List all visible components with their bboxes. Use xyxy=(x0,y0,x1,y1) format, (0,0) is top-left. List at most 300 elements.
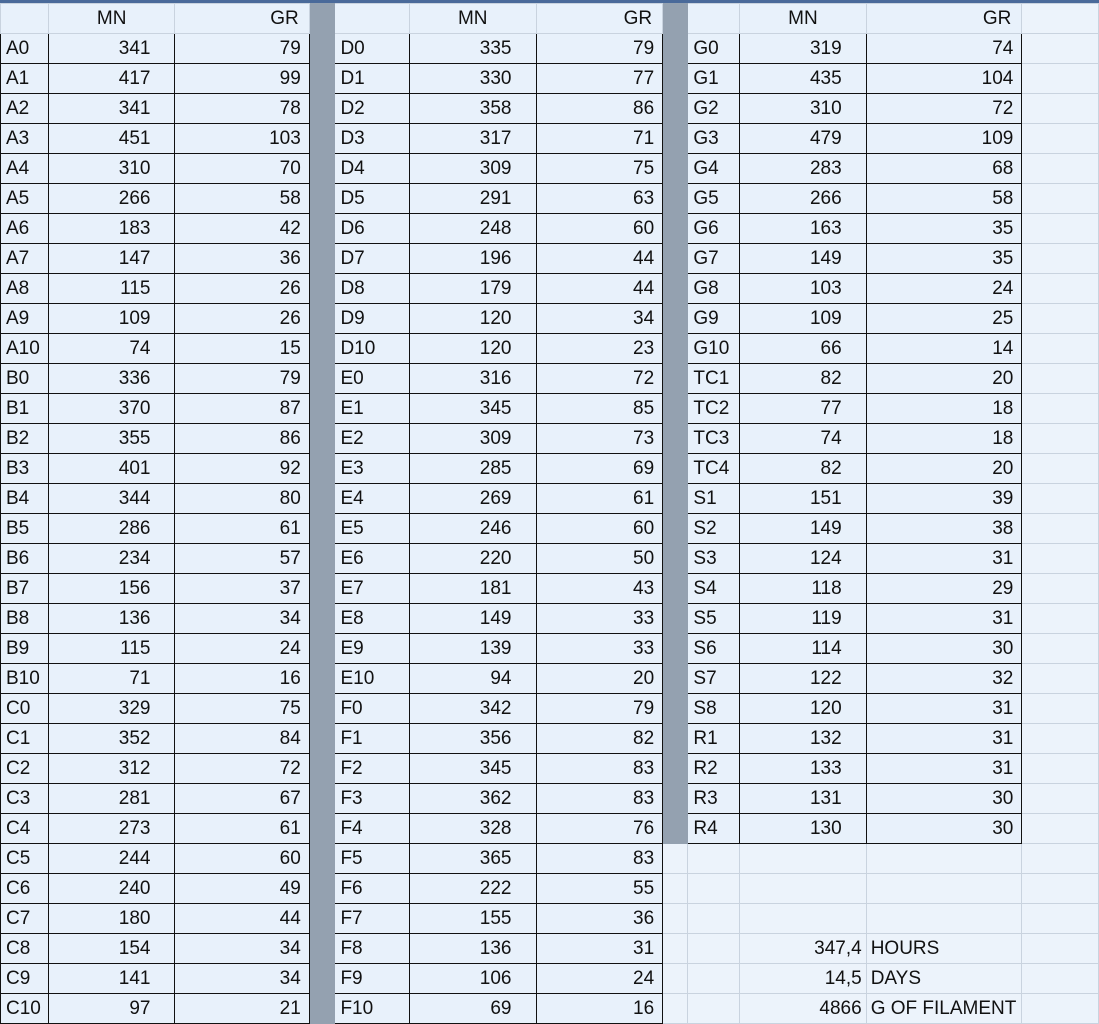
empty-cell[interactable] xyxy=(1022,844,1099,874)
minutes-cell[interactable]: 149 xyxy=(740,244,867,274)
minutes-cell[interactable]: 122 xyxy=(740,664,867,694)
grams-cell[interactable]: 20 xyxy=(866,454,1022,484)
minutes-cell[interactable]: 344 xyxy=(48,484,175,514)
minutes-cell[interactable]: 120 xyxy=(409,304,536,334)
grams-cell[interactable]: 103 xyxy=(175,124,309,154)
minutes-cell[interactable]: 114 xyxy=(740,634,867,664)
grams-cell[interactable]: 35 xyxy=(866,214,1022,244)
part-label-cell[interactable]: E7 xyxy=(335,574,409,604)
grams-cell[interactable]: 16 xyxy=(175,664,309,694)
minutes-cell[interactable]: 244 xyxy=(48,844,175,874)
minutes-cell[interactable]: 115 xyxy=(48,274,175,304)
empty-cell[interactable] xyxy=(1022,634,1099,664)
minutes-cell[interactable]: 341 xyxy=(48,34,175,64)
empty-cell[interactable] xyxy=(1022,364,1099,394)
part-label-cell[interactable]: A9 xyxy=(1,304,49,334)
grams-cell[interactable]: 18 xyxy=(866,424,1022,454)
minutes-cell[interactable]: 401 xyxy=(48,454,175,484)
part-label-cell[interactable]: D5 xyxy=(335,184,409,214)
grams-cell[interactable]: 75 xyxy=(536,154,663,184)
part-label-cell[interactable]: B2 xyxy=(1,424,49,454)
grams-cell[interactable]: 80 xyxy=(175,484,309,514)
minutes-cell[interactable]: 196 xyxy=(409,244,536,274)
empty-cell[interactable] xyxy=(688,844,740,874)
grams-cell[interactable]: 35 xyxy=(866,244,1022,274)
part-label-cell[interactable]: F10 xyxy=(335,994,409,1024)
part-label-cell[interactable]: G0 xyxy=(688,34,740,64)
part-label-cell[interactable]: G1 xyxy=(688,64,740,94)
minutes-cell[interactable]: 222 xyxy=(409,874,536,904)
part-label-cell[interactable]: TC1 xyxy=(688,364,740,394)
grams-cell[interactable]: 55 xyxy=(536,874,663,904)
empty-cell[interactable] xyxy=(688,874,740,904)
part-label-cell[interactable]: E2 xyxy=(335,424,409,454)
part-label-cell[interactable]: C0 xyxy=(1,694,49,724)
header-gr[interactable]: GR xyxy=(175,4,309,34)
minutes-cell[interactable]: 352 xyxy=(48,724,175,754)
minutes-cell[interactable]: 329 xyxy=(48,694,175,724)
grams-cell[interactable]: 18 xyxy=(866,394,1022,424)
summary-value[interactable]: 14,5 xyxy=(740,964,867,994)
grams-cell[interactable]: 82 xyxy=(536,724,663,754)
minutes-cell[interactable]: 149 xyxy=(740,514,867,544)
minutes-cell[interactable]: 136 xyxy=(409,934,536,964)
grams-cell[interactable]: 61 xyxy=(536,484,663,514)
grams-cell[interactable]: 25 xyxy=(866,304,1022,334)
part-label-cell[interactable]: B7 xyxy=(1,574,49,604)
part-label-cell[interactable]: S1 xyxy=(688,484,740,514)
empty-cell[interactable] xyxy=(1022,274,1099,304)
part-label-cell[interactable]: D0 xyxy=(335,34,409,64)
grams-cell[interactable]: 109 xyxy=(866,124,1022,154)
minutes-cell[interactable]: 309 xyxy=(409,424,536,454)
grams-cell[interactable]: 86 xyxy=(536,94,663,124)
minutes-cell[interactable]: 103 xyxy=(740,274,867,304)
empty-cell[interactable] xyxy=(1022,514,1099,544)
part-label-cell[interactable]: G2 xyxy=(688,94,740,124)
empty-cell[interactable] xyxy=(1022,394,1099,424)
part-label-cell[interactable]: S4 xyxy=(688,574,740,604)
minutes-cell[interactable]: 269 xyxy=(409,484,536,514)
minutes-cell[interactable]: 283 xyxy=(740,154,867,184)
minutes-cell[interactable]: 71 xyxy=(48,664,175,694)
minutes-cell[interactable]: 309 xyxy=(409,154,536,184)
part-label-cell[interactable]: F9 xyxy=(335,964,409,994)
part-label-cell[interactable]: F6 xyxy=(335,874,409,904)
part-label-cell[interactable]: G5 xyxy=(688,184,740,214)
grams-cell[interactable]: 60 xyxy=(175,844,309,874)
minutes-cell[interactable]: 74 xyxy=(740,424,867,454)
grams-cell[interactable]: 20 xyxy=(536,664,663,694)
grams-cell[interactable]: 83 xyxy=(536,844,663,874)
grams-cell[interactable]: 30 xyxy=(866,784,1022,814)
minutes-cell[interactable]: 151 xyxy=(740,484,867,514)
empty-cell[interactable] xyxy=(1022,814,1099,844)
minutes-cell[interactable]: 141 xyxy=(48,964,175,994)
empty-cell[interactable] xyxy=(688,904,740,934)
minutes-cell[interactable]: 181 xyxy=(409,574,536,604)
part-label-cell[interactable]: A6 xyxy=(1,214,49,244)
grams-cell[interactable]: 79 xyxy=(175,364,309,394)
header-cell-blank[interactable] xyxy=(688,4,740,34)
grams-cell[interactable]: 76 xyxy=(536,814,663,844)
grams-cell[interactable]: 61 xyxy=(175,814,309,844)
grams-cell[interactable]: 44 xyxy=(536,244,663,274)
grams-cell[interactable]: 34 xyxy=(175,964,309,994)
part-label-cell[interactable]: C2 xyxy=(1,754,49,784)
empty-cell[interactable] xyxy=(740,904,867,934)
empty-cell[interactable] xyxy=(1022,124,1099,154)
empty-cell[interactable] xyxy=(688,994,740,1024)
minutes-cell[interactable]: 345 xyxy=(409,394,536,424)
part-label-cell[interactable]: F8 xyxy=(335,934,409,964)
grams-cell[interactable]: 63 xyxy=(536,184,663,214)
minutes-cell[interactable]: 281 xyxy=(48,784,175,814)
minutes-cell[interactable]: 69 xyxy=(409,994,536,1024)
minutes-cell[interactable]: 310 xyxy=(48,154,175,184)
empty-cell[interactable] xyxy=(1022,334,1099,364)
minutes-cell[interactable]: 479 xyxy=(740,124,867,154)
grams-cell[interactable]: 75 xyxy=(175,694,309,724)
empty-cell[interactable] xyxy=(1022,784,1099,814)
part-label-cell[interactable]: B6 xyxy=(1,544,49,574)
part-label-cell[interactable]: TC2 xyxy=(688,394,740,424)
minutes-cell[interactable]: 312 xyxy=(48,754,175,784)
minutes-cell[interactable]: 77 xyxy=(740,394,867,424)
grams-cell[interactable]: 33 xyxy=(536,634,663,664)
empty-cell[interactable] xyxy=(866,874,1022,904)
minutes-cell[interactable]: 115 xyxy=(48,634,175,664)
empty-cell[interactable] xyxy=(740,844,867,874)
part-label-cell[interactable]: TC4 xyxy=(688,454,740,484)
minutes-cell[interactable]: 286 xyxy=(48,514,175,544)
minutes-cell[interactable]: 220 xyxy=(409,544,536,574)
empty-cell[interactable] xyxy=(1022,184,1099,214)
minutes-cell[interactable]: 356 xyxy=(409,724,536,754)
minutes-cell[interactable]: 120 xyxy=(409,334,536,364)
grams-cell[interactable]: 31 xyxy=(866,724,1022,754)
minutes-cell[interactable]: 342 xyxy=(409,694,536,724)
part-label-cell[interactable]: A0 xyxy=(1,34,49,64)
grams-cell[interactable]: 58 xyxy=(866,184,1022,214)
part-label-cell[interactable]: C10 xyxy=(1,994,49,1024)
grams-cell[interactable]: 85 xyxy=(536,394,663,424)
minutes-cell[interactable]: 180 xyxy=(48,904,175,934)
minutes-cell[interactable]: 132 xyxy=(740,724,867,754)
minutes-cell[interactable]: 130 xyxy=(740,814,867,844)
grams-cell[interactable]: 42 xyxy=(175,214,309,244)
part-label-cell[interactable]: R3 xyxy=(688,784,740,814)
part-label-cell[interactable]: F2 xyxy=(335,754,409,784)
grams-cell[interactable]: 26 xyxy=(175,274,309,304)
header-gr[interactable]: GR xyxy=(536,4,663,34)
grams-cell[interactable]: 34 xyxy=(536,304,663,334)
minutes-cell[interactable]: 133 xyxy=(740,754,867,784)
grams-cell[interactable]: 23 xyxy=(536,334,663,364)
empty-cell[interactable] xyxy=(1022,934,1099,964)
minutes-cell[interactable]: 417 xyxy=(48,64,175,94)
part-label-cell[interactable]: B0 xyxy=(1,364,49,394)
minutes-cell[interactable]: 155 xyxy=(409,904,536,934)
summary-label[interactable]: HOURS xyxy=(866,934,1022,964)
grams-cell[interactable]: 14 xyxy=(866,334,1022,364)
minutes-cell[interactable]: 248 xyxy=(409,214,536,244)
minutes-cell[interactable]: 365 xyxy=(409,844,536,874)
empty-cell[interactable] xyxy=(740,874,867,904)
empty-cell[interactable] xyxy=(1022,214,1099,244)
empty-cell[interactable] xyxy=(1022,874,1099,904)
part-label-cell[interactable]: E9 xyxy=(335,634,409,664)
grams-cell[interactable]: 32 xyxy=(866,664,1022,694)
minutes-cell[interactable]: 136 xyxy=(48,604,175,634)
empty-cell[interactable] xyxy=(1022,4,1099,34)
empty-cell[interactable] xyxy=(1022,94,1099,124)
grams-cell[interactable]: 92 xyxy=(175,454,309,484)
minutes-cell[interactable]: 66 xyxy=(740,334,867,364)
part-label-cell[interactable]: TC3 xyxy=(688,424,740,454)
part-label-cell[interactable]: A4 xyxy=(1,154,49,184)
part-label-cell[interactable]: E4 xyxy=(335,484,409,514)
part-label-cell[interactable]: A3 xyxy=(1,124,49,154)
minutes-cell[interactable]: 335 xyxy=(409,34,536,64)
grams-cell[interactable]: 72 xyxy=(536,364,663,394)
part-label-cell[interactable]: A10 xyxy=(1,334,49,364)
grams-cell[interactable]: 16 xyxy=(536,994,663,1024)
grams-cell[interactable]: 58 xyxy=(175,184,309,214)
summary-label[interactable]: DAYS xyxy=(866,964,1022,994)
minutes-cell[interactable]: 149 xyxy=(409,604,536,634)
grams-cell[interactable]: 67 xyxy=(175,784,309,814)
grams-cell[interactable]: 30 xyxy=(866,814,1022,844)
grams-cell[interactable]: 84 xyxy=(175,724,309,754)
part-label-cell[interactable]: E8 xyxy=(335,604,409,634)
part-label-cell[interactable]: B9 xyxy=(1,634,49,664)
grams-cell[interactable]: 37 xyxy=(175,574,309,604)
minutes-cell[interactable]: 355 xyxy=(48,424,175,454)
grams-cell[interactable]: 68 xyxy=(866,154,1022,184)
part-label-cell[interactable]: C6 xyxy=(1,874,49,904)
grams-cell[interactable]: 38 xyxy=(866,514,1022,544)
part-label-cell[interactable]: G7 xyxy=(688,244,740,274)
grams-cell[interactable]: 74 xyxy=(866,34,1022,64)
grams-cell[interactable]: 29 xyxy=(866,574,1022,604)
empty-cell[interactable] xyxy=(1022,604,1099,634)
grams-cell[interactable]: 31 xyxy=(866,754,1022,784)
part-label-cell[interactable]: G8 xyxy=(688,274,740,304)
minutes-cell[interactable]: 120 xyxy=(740,694,867,724)
grams-cell[interactable]: 44 xyxy=(175,904,309,934)
part-label-cell[interactable]: G9 xyxy=(688,304,740,334)
grams-cell[interactable]: 79 xyxy=(536,694,663,724)
part-label-cell[interactable]: S8 xyxy=(688,694,740,724)
header-cell-blank[interactable] xyxy=(1,4,49,34)
grams-cell[interactable]: 86 xyxy=(175,424,309,454)
part-label-cell[interactable]: A2 xyxy=(1,94,49,124)
minutes-cell[interactable]: 435 xyxy=(740,64,867,94)
part-label-cell[interactable]: A8 xyxy=(1,274,49,304)
empty-cell[interactable] xyxy=(866,844,1022,874)
summary-value[interactable]: 347,4 xyxy=(740,934,867,964)
part-label-cell[interactable]: F0 xyxy=(335,694,409,724)
grams-cell[interactable]: 43 xyxy=(536,574,663,604)
part-label-cell[interactable]: F1 xyxy=(335,724,409,754)
minutes-cell[interactable]: 183 xyxy=(48,214,175,244)
minutes-cell[interactable]: 362 xyxy=(409,784,536,814)
empty-cell[interactable] xyxy=(688,964,740,994)
empty-cell[interactable] xyxy=(1022,304,1099,334)
minutes-cell[interactable]: 317 xyxy=(409,124,536,154)
part-label-cell[interactable]: C1 xyxy=(1,724,49,754)
minutes-cell[interactable]: 119 xyxy=(740,604,867,634)
empty-cell[interactable] xyxy=(1022,664,1099,694)
part-label-cell[interactable]: S2 xyxy=(688,514,740,544)
header-mn[interactable]: MN xyxy=(409,4,536,34)
part-label-cell[interactable]: C7 xyxy=(1,904,49,934)
grams-cell[interactable]: 83 xyxy=(536,784,663,814)
minutes-cell[interactable]: 131 xyxy=(740,784,867,814)
minutes-cell[interactable]: 179 xyxy=(409,274,536,304)
grams-cell[interactable]: 36 xyxy=(175,244,309,274)
grams-cell[interactable]: 87 xyxy=(175,394,309,424)
header-gr[interactable]: GR xyxy=(866,4,1022,34)
part-label-cell[interactable]: R4 xyxy=(688,814,740,844)
grams-cell[interactable]: 15 xyxy=(175,334,309,364)
grams-cell[interactable]: 79 xyxy=(536,34,663,64)
part-label-cell[interactable]: D2 xyxy=(335,94,409,124)
empty-cell[interactable] xyxy=(1022,754,1099,784)
minutes-cell[interactable]: 291 xyxy=(409,184,536,214)
grams-cell[interactable]: 31 xyxy=(536,934,663,964)
part-label-cell[interactable]: S6 xyxy=(688,634,740,664)
part-label-cell[interactable]: F3 xyxy=(335,784,409,814)
minutes-cell[interactable]: 240 xyxy=(48,874,175,904)
grams-cell[interactable]: 30 xyxy=(866,634,1022,664)
minutes-cell[interactable]: 330 xyxy=(409,64,536,94)
minutes-cell[interactable]: 316 xyxy=(409,364,536,394)
part-label-cell[interactable]: S3 xyxy=(688,544,740,574)
minutes-cell[interactable]: 451 xyxy=(48,124,175,154)
empty-cell[interactable] xyxy=(1022,484,1099,514)
part-label-cell[interactable]: G3 xyxy=(688,124,740,154)
minutes-cell[interactable]: 82 xyxy=(740,364,867,394)
grams-cell[interactable]: 70 xyxy=(175,154,309,184)
minutes-cell[interactable]: 336 xyxy=(48,364,175,394)
empty-cell[interactable] xyxy=(688,934,740,964)
part-label-cell[interactable]: B5 xyxy=(1,514,49,544)
part-label-cell[interactable]: F7 xyxy=(335,904,409,934)
part-label-cell[interactable]: R2 xyxy=(688,754,740,784)
part-label-cell[interactable]: S7 xyxy=(688,664,740,694)
part-label-cell[interactable]: C5 xyxy=(1,844,49,874)
grams-cell[interactable]: 36 xyxy=(536,904,663,934)
part-label-cell[interactable]: D6 xyxy=(335,214,409,244)
summary-label[interactable]: G OF FILAMENT xyxy=(866,994,1022,1024)
part-label-cell[interactable]: S5 xyxy=(688,604,740,634)
grams-cell[interactable]: 73 xyxy=(536,424,663,454)
minutes-cell[interactable]: 246 xyxy=(409,514,536,544)
part-label-cell[interactable]: F4 xyxy=(335,814,409,844)
part-label-cell[interactable]: D4 xyxy=(335,154,409,184)
empty-cell[interactable] xyxy=(1022,34,1099,64)
empty-cell[interactable] xyxy=(1022,64,1099,94)
empty-cell[interactable] xyxy=(1022,724,1099,754)
grams-cell[interactable]: 72 xyxy=(175,754,309,784)
part-label-cell[interactable]: B1 xyxy=(1,394,49,424)
minutes-cell[interactable]: 109 xyxy=(740,304,867,334)
empty-cell[interactable] xyxy=(866,904,1022,934)
minutes-cell[interactable]: 328 xyxy=(409,814,536,844)
grams-cell[interactable]: 99 xyxy=(175,64,309,94)
grams-cell[interactable]: 71 xyxy=(536,124,663,154)
part-label-cell[interactable]: D1 xyxy=(335,64,409,94)
empty-cell[interactable] xyxy=(1022,544,1099,574)
part-label-cell[interactable]: C9 xyxy=(1,964,49,994)
minutes-cell[interactable]: 139 xyxy=(409,634,536,664)
grams-cell[interactable]: 72 xyxy=(866,94,1022,124)
minutes-cell[interactable]: 273 xyxy=(48,814,175,844)
minutes-cell[interactable]: 266 xyxy=(740,184,867,214)
grams-cell[interactable]: 49 xyxy=(175,874,309,904)
grams-cell[interactable]: 33 xyxy=(536,604,663,634)
grams-cell[interactable]: 26 xyxy=(175,304,309,334)
grams-cell[interactable]: 34 xyxy=(175,934,309,964)
part-label-cell[interactable]: E6 xyxy=(335,544,409,574)
minutes-cell[interactable]: 234 xyxy=(48,544,175,574)
part-label-cell[interactable]: D10 xyxy=(335,334,409,364)
minutes-cell[interactable]: 358 xyxy=(409,94,536,124)
empty-cell[interactable] xyxy=(1022,454,1099,484)
part-label-cell[interactable]: A1 xyxy=(1,64,49,94)
minutes-cell[interactable]: 163 xyxy=(740,214,867,244)
part-label-cell[interactable]: G4 xyxy=(688,154,740,184)
minutes-cell[interactable]: 94 xyxy=(409,664,536,694)
grams-cell[interactable]: 31 xyxy=(866,544,1022,574)
part-label-cell[interactable]: D3 xyxy=(335,124,409,154)
grams-cell[interactable]: 104 xyxy=(866,64,1022,94)
minutes-cell[interactable]: 156 xyxy=(48,574,175,604)
empty-cell[interactable] xyxy=(1022,244,1099,274)
minutes-cell[interactable]: 266 xyxy=(48,184,175,214)
part-label-cell[interactable]: C8 xyxy=(1,934,49,964)
part-label-cell[interactable]: F5 xyxy=(335,844,409,874)
grams-cell[interactable]: 57 xyxy=(175,544,309,574)
minutes-cell[interactable]: 106 xyxy=(409,964,536,994)
grams-cell[interactable]: 50 xyxy=(536,544,663,574)
empty-cell[interactable] xyxy=(1022,694,1099,724)
minutes-cell[interactable]: 124 xyxy=(740,544,867,574)
part-label-cell[interactable]: A5 xyxy=(1,184,49,214)
minutes-cell[interactable]: 370 xyxy=(48,394,175,424)
minutes-cell[interactable]: 109 xyxy=(48,304,175,334)
summary-value[interactable]: 4866 xyxy=(740,994,867,1024)
part-label-cell[interactable]: B8 xyxy=(1,604,49,634)
part-label-cell[interactable]: D8 xyxy=(335,274,409,304)
minutes-cell[interactable]: 147 xyxy=(48,244,175,274)
part-label-cell[interactable]: R1 xyxy=(688,724,740,754)
grams-cell[interactable]: 60 xyxy=(536,514,663,544)
grams-cell[interactable]: 69 xyxy=(536,454,663,484)
part-label-cell[interactable]: A7 xyxy=(1,244,49,274)
empty-cell[interactable] xyxy=(1022,964,1099,994)
grams-cell[interactable]: 21 xyxy=(175,994,309,1024)
minutes-cell[interactable]: 82 xyxy=(740,454,867,484)
part-label-cell[interactable]: B4 xyxy=(1,484,49,514)
part-label-cell[interactable]: D7 xyxy=(335,244,409,274)
part-label-cell[interactable]: E10 xyxy=(335,664,409,694)
grams-cell[interactable]: 78 xyxy=(175,94,309,124)
empty-cell[interactable] xyxy=(1022,424,1099,454)
grams-cell[interactable]: 24 xyxy=(175,634,309,664)
